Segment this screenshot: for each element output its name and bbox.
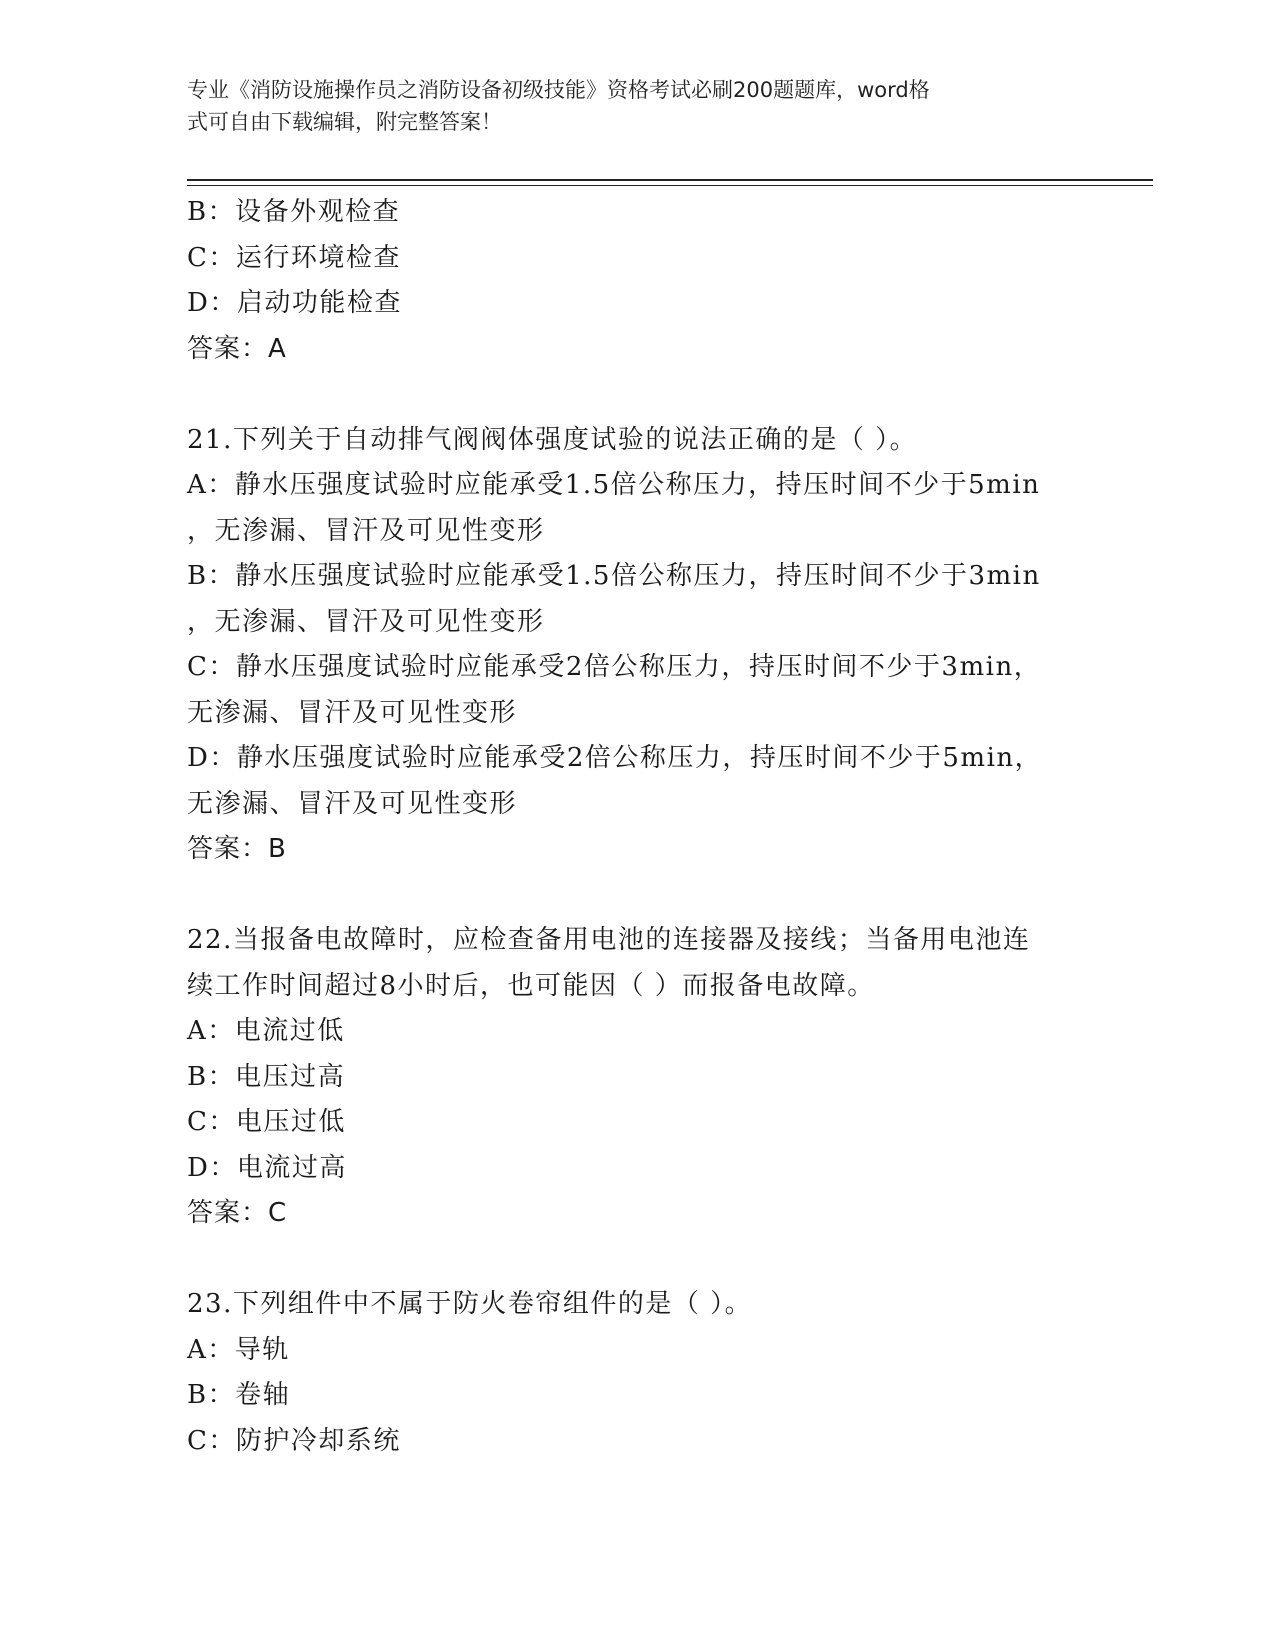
question-stem: 23.下列组件中不属于防火卷帘组件的是（ ）。 [187, 1289, 753, 1319]
option-line: D：电流过高 [187, 1152, 347, 1183]
spacer [187, 372, 1087, 418]
question-stem: 续工作时间超过8小时后，也可能因（ ）而报备电故障。 [187, 970, 875, 1001]
option-line: ，无渗漏、冒汗及可见性变形 [187, 606, 545, 637]
option-line: C：静水压强度试验时应能承受2倍公称压力，持压时间不少于3min， [187, 652, 1042, 682]
option-line: C：电压过低 [187, 1107, 346, 1137]
question-block-21 [187, 418, 1087, 873]
document-header [187, 74, 1067, 138]
question-content [187, 190, 1087, 1464]
question-stem: 22.当报备电故障时，应检查备用电池的连接器及接线；当备用电池连 [187, 925, 1031, 955]
option-line: B：静水压强度试验时应能承受1.5倍公称压力，持压时间不少于3min [187, 561, 1041, 591]
spacer [187, 1237, 1087, 1283]
option-line: B：电压过高 [187, 1061, 346, 1092]
header-divider-thick [187, 179, 1153, 181]
option-line: A：电流过低 [187, 1016, 345, 1046]
question-block-22 [187, 918, 1087, 1237]
option-line: B：卷轴 [187, 1380, 291, 1410]
option-line: 无渗漏、冒汗及可见性变形 [187, 697, 518, 728]
option-line: A：静水压强度试验时应能承受1.5倍公称压力，持压时间不少于5min [187, 470, 1041, 500]
prev-question-block [187, 190, 1087, 372]
option-line: D：启动功能检查 [187, 288, 402, 318]
header-divider-thin [187, 185, 1153, 186]
answer-line: 答案：A [187, 333, 287, 364]
option-line: C：防护冷却系统 [187, 1425, 401, 1456]
question-block-23 [187, 1282, 1087, 1464]
option-line: ，无渗漏、冒汗及可见性变形 [187, 515, 545, 546]
header-line-1: 专业《消防设施操作员之消防设备初级技能》资格考试必刷200题题库，word格 [187, 78, 930, 102]
header-line-2: 式可自由下载编辑，附完整答案！ [187, 110, 502, 134]
option-line: D：静水压强度试验时应能承受2倍公称压力，持压时间不少于5min， [187, 743, 1043, 773]
answer-line: 答案：B [187, 834, 287, 864]
option-line: B：设备外观检查 [187, 197, 401, 227]
option-line: 无渗漏、冒汗及可见性变形 [187, 788, 518, 819]
spacer [187, 873, 1087, 919]
option-line: A：导轨 [187, 1334, 290, 1365]
question-stem: 21.下列关于自动排气阀阀体强度试验的说法正确的是（ ）。 [187, 424, 918, 455]
option-line: C：运行环境检查 [187, 242, 401, 273]
answer-line: 答案：C [187, 1198, 288, 1228]
